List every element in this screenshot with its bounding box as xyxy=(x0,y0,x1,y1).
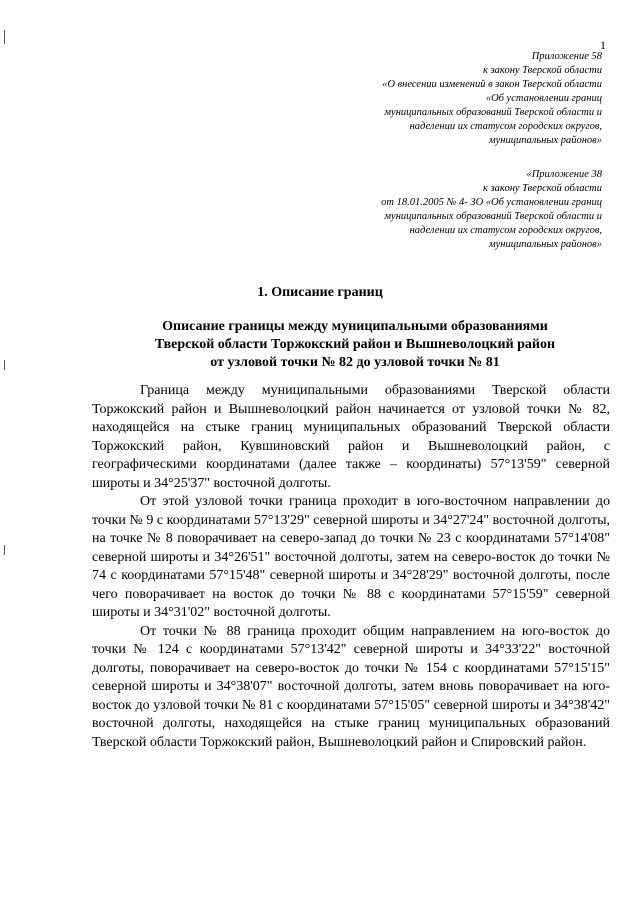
heading-line: Описание границы между муниципальными образованиями xyxy=(162,319,548,334)
paragraph: Граница между муниципальными образованиями Тверской области Торжокский район и Вышневолоцкий район начинается от узловой точки № 82, находящейся на стыке границ муниципальных образований Тверской области Торжокский район, Кувшиновский район и Вышневолоцкий район, с географическими координатами (далее также – координаты) 57°13'59" северной широты и 34°25'37" восточной долготы. xyxy=(92,383,610,491)
annex-header-current xyxy=(272,50,602,148)
paragraph: От точки № 88 граница проходит общим направлением на юго-восток до точки № 124 с координатами 57°13'42" северной широты и 34°33'22" восточной долготы, поворачивает на северо-восток до точки № 154 с координатами 57°15'15" северной широты и 34°38'07" восточной долготы, затем вновь поворачивает на юго-восток до узловой точки № 81 с координатами 57°15'05" северной широты и 34°38'42" восточной долготы, находящейся на стыке границ муниципальных образований Тверской области Торжокский район, Вышневолоцкий район и Спировский район. xyxy=(92,623,610,750)
annex-line: «Приложение 38 xyxy=(526,169,602,180)
annex-line: муниципальных районов» xyxy=(488,135,602,146)
boundary-heading xyxy=(100,318,610,372)
scan-edge-mark xyxy=(4,360,5,370)
heading-line: от узловой точки № 82 до узловой точки № 81 xyxy=(210,355,500,370)
annex-line: к закону Тверской области xyxy=(483,183,602,194)
annex-line: муниципальных образований Тверской области и xyxy=(384,107,602,118)
annex-line: наделении их статусом городских округов, xyxy=(409,121,602,132)
annex-line: от 18.01.2005 № 4- ЗО «Об установлении границ xyxy=(381,197,602,208)
annex-line: муниципальных районов» xyxy=(488,239,602,250)
page-number: 1 xyxy=(600,38,606,52)
paragraph: От этой узловой точки граница проходит в юго-восточном направлении до точки № 9 с координатами 57°13'29" северной широты и 34°27'24" восточной долготы, на точке № 8 поворачивает на северо-запад до точки № 23 с координатами 57°14'08" северной широты и 34°26'51" восточной долготы, затем на северо-восток до точки № 74 с координатами 57°15'48" северной широты и 34°28'29" восточной долготы, после чего поворачивает на восток до точки № 88 с координатами 57°15'59" северной широты и 34°31'02" восточной долготы. xyxy=(92,494,610,620)
annex-line: Приложение 58 xyxy=(531,51,602,62)
annex-line: наделении их статусом городских округов, xyxy=(409,225,602,236)
boundary-description xyxy=(92,382,610,752)
annex-header-original xyxy=(272,168,602,252)
annex-line: к закону Тверской области xyxy=(483,65,602,76)
section-title: 1. Описание границ xyxy=(257,285,383,300)
scan-edge-mark xyxy=(4,30,5,44)
scan-edge-mark xyxy=(4,545,5,555)
heading-line: Тверской области Торжокский район и Вышневолоцкий район xyxy=(154,337,556,352)
annex-line: муниципальных образований Тверской области и xyxy=(384,211,602,222)
annex-line: «О внесении изменений в закон Тверской области xyxy=(382,79,602,90)
annex-line: «Об установлении границ xyxy=(485,93,602,104)
